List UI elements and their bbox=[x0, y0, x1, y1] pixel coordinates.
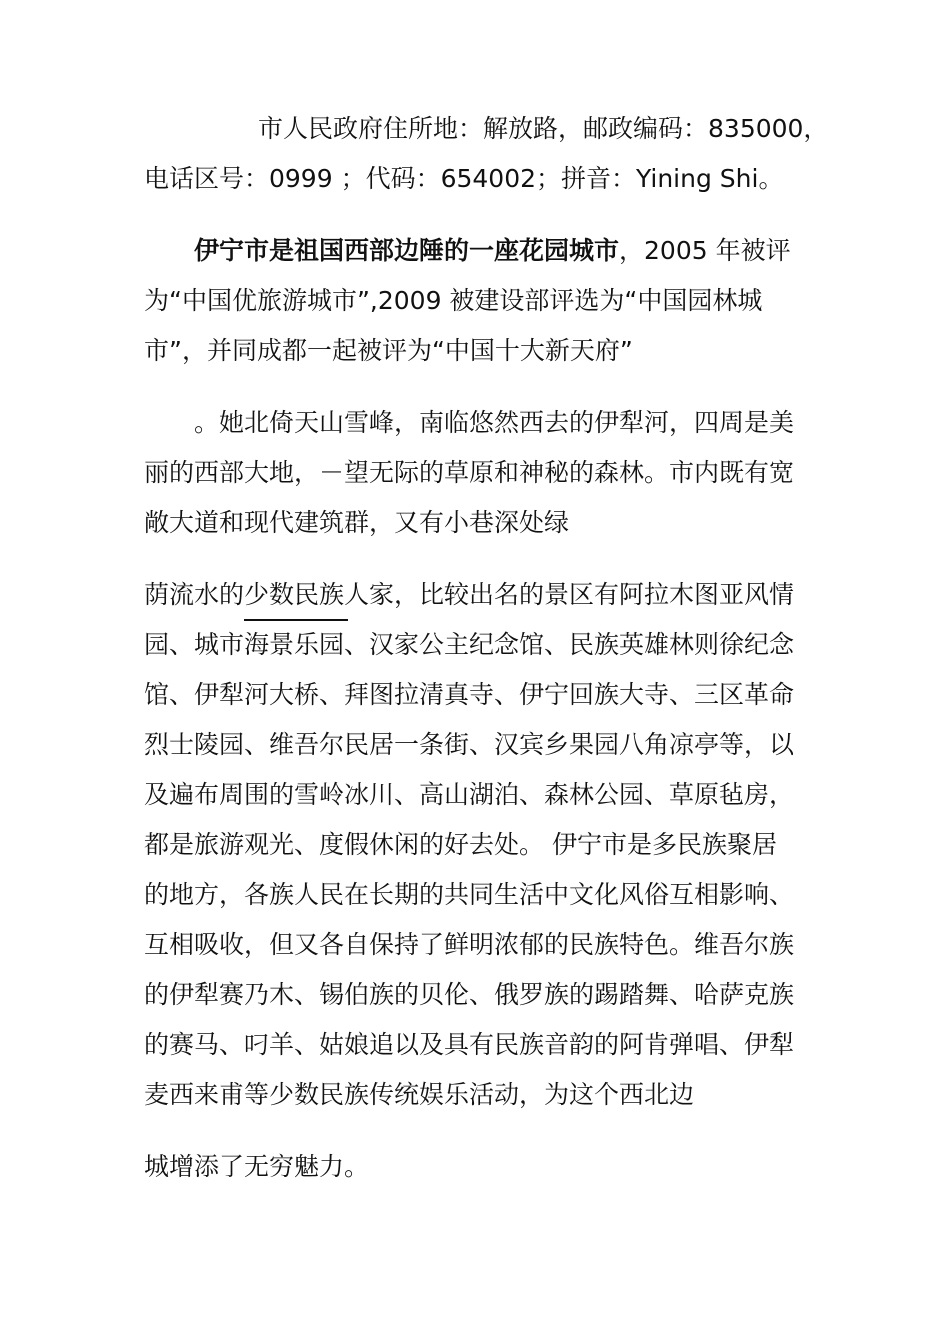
paragraph2-line3: 市”，并同成都一起被评为“中国十大新天府” bbox=[144, 336, 633, 365]
paragraph4-line9: 的伊犁赛乃木、锡伯族的贝伦、俄罗族的踢踏舞、哈萨克族 bbox=[144, 980, 795, 1009]
paragraph4-line4: 烈士陵园、维吾尔民居一条街、汉宾乡果园八角凉亭等，以 bbox=[144, 730, 795, 759]
paragraph4-line10: 的赛马、叼羊、姑娘追以及具有民族音韵的阿肯弹唱、伊犁 bbox=[144, 1030, 795, 1059]
paragraph4-line5: 及遍布周围的雪岭冰川、高山湖泊、森林公园、草原毡房， bbox=[144, 780, 795, 809]
paragraph4-line2: 园、城市海景乐园、汉家公主纪念馆、民族英雄林则徐纪念 bbox=[144, 630, 795, 659]
paragraph3-line2: 丽的西部大地，－望无际的草原和神秘的森林。市内既有宽 bbox=[144, 458, 795, 487]
paragraph3-line3: 敞大道和现代建筑群，又有小巷深处绿 bbox=[144, 508, 570, 537]
underline-rule bbox=[244, 619, 348, 621]
paragraph3-line1: 。她北倚天山雪峰，南临悠然西去的伊犁河，四周是美 bbox=[194, 408, 795, 437]
paragraph5-line1: 城增添了无穷魅力。 bbox=[144, 1152, 370, 1181]
paragraph2-line2: 为“中国优旅游城市”,2009 被建设部评选为“中国园林城 bbox=[144, 286, 763, 315]
paragraph4-line11: 麦西来甫等少数民族传统娱乐活动，为这个西北边 bbox=[144, 1080, 695, 1109]
paragraph2-line1-rest: ，2005 年被评 bbox=[619, 236, 791, 265]
paragraph2-bold-lead: 伊宁市是祖国西部边陲的一座花园城市 bbox=[194, 236, 620, 265]
paragraph2-line1 bbox=[194, 233, 791, 269]
paragraph4-line7: 的地方，各族人民在长期的共同生活中文化风俗互相影响、 bbox=[144, 880, 795, 909]
paragraph1-line2: 电话区号：0999 ；代码：654002；拼音：Yining Shi。 bbox=[144, 164, 784, 193]
paragraph4-line6: 都是旅游观光、度假休闲的好去处。 伊宁市是多民族聚居 bbox=[144, 830, 777, 859]
paragraph4-line3: 馆、伊犁河大桥、拜图拉清真寺、伊宁回族大寺、三区革命 bbox=[144, 680, 795, 709]
paragraph1-line1: 市人民政府住所地：解放路，邮政编码：835000， bbox=[258, 114, 829, 143]
paragraph4-line1: 荫流水的少数民族人家，比较出名的景区有阿拉木图亚风情 bbox=[144, 580, 795, 609]
paragraph4-line8: 互相吸收，但又各自保持了鲜明浓郁的民族特色。维吾尔族 bbox=[144, 930, 795, 959]
